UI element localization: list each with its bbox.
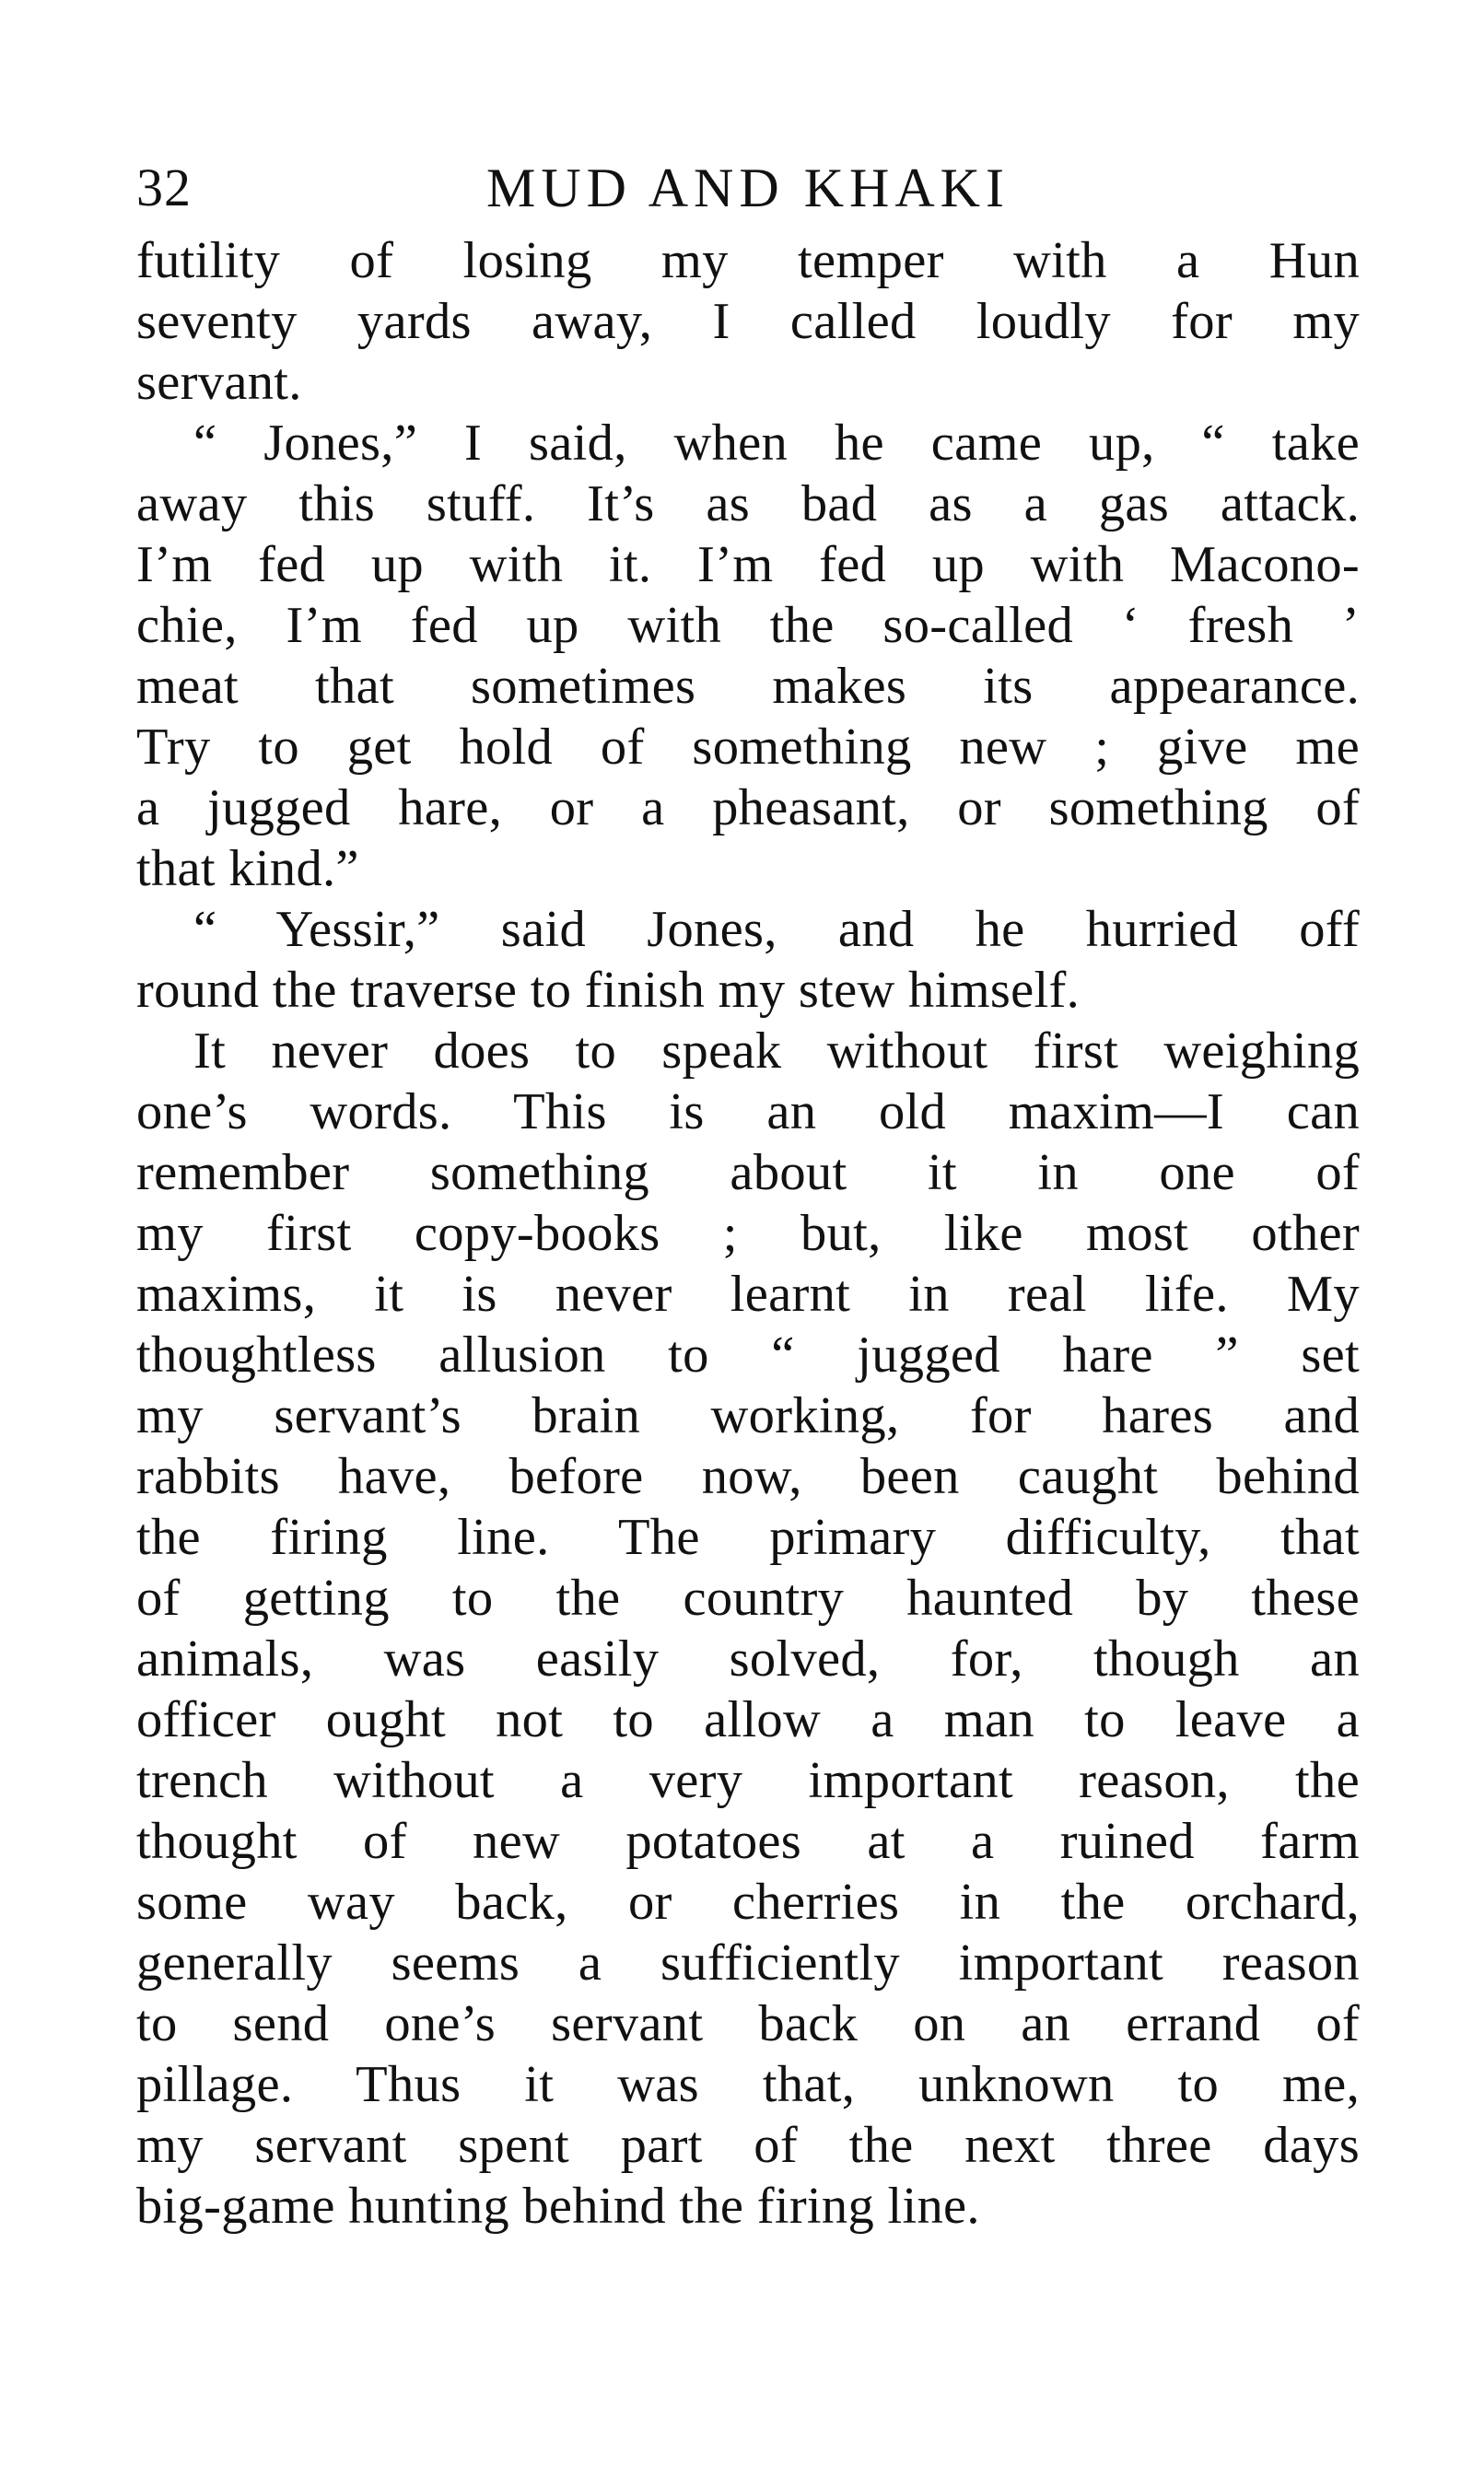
text-line: futility of losing my temper with a Hun (136, 232, 1360, 289)
text-line: some way back, or cherries in the orchard, (136, 1874, 1360, 1931)
text-line: rabbits have, before now, been caught behind (136, 1448, 1360, 1505)
text-line: round the traverse to finish my stew himself. (136, 962, 1081, 1019)
body-text (136, 230, 1360, 2237)
text-line: thought of new potatoes at a ruined farm (136, 1813, 1360, 1870)
text-line: trench without a very important reason, the (136, 1752, 1360, 1809)
text-line: that kind.” (136, 840, 359, 897)
text-line: to send one’s servant back on an errand of (136, 1995, 1360, 2052)
text-line: thoughtless allusion to “ jugged hare ” set (136, 1326, 1360, 1384)
text-line: a jugged hare, or a pheasant, or something of (136, 779, 1360, 836)
text-line: remember something about it in one of (136, 1144, 1360, 1201)
running-head (136, 147, 1360, 230)
text-line: animals, was easily solved, for, though an (136, 1630, 1360, 1688)
text-line: pillage. Thus it was that, unknown to me, (136, 2056, 1360, 2113)
text-line: officer ought not to allow a man to leave a (136, 1691, 1360, 1748)
text-line: servant. (136, 354, 302, 411)
text-line: big-game hunting behind the firing line. (136, 2178, 980, 2235)
text-line: “ Jones,” I said, when he came up, “ take (193, 415, 1360, 472)
page-number: 32 (136, 158, 192, 217)
text-line: maxims, it is never learnt in real life. My (136, 1266, 1360, 1323)
text-line: “ Yessir,” said Jones, and he hurried off (193, 901, 1360, 958)
text-line: I’m fed up with it. I’m fed up with Macono- (136, 536, 1360, 593)
paragraph (136, 899, 1360, 1021)
text-line: of getting to the country haunted by these (136, 1570, 1360, 1627)
text-line: away this stuff. It’s as bad as a gas attack. (136, 475, 1360, 532)
text-line: my servant spent part of the next three days (136, 2117, 1360, 2174)
text-line: my first copy-books ; but, like most other (136, 1205, 1360, 1262)
paragraph (136, 230, 1360, 413)
text-line: seventy yards away, I called loudly for my (136, 293, 1360, 350)
paragraph (136, 413, 1360, 899)
text-line: chie, I’m fed up with the so-called ‘ fresh ’ (136, 597, 1360, 654)
text-line: meat that sometimes makes its appearance. (136, 658, 1360, 715)
text-line: one’s words. This is an old maxim—I can (136, 1083, 1360, 1140)
paragraph (136, 1021, 1360, 2237)
book-page (136, 147, 1360, 2237)
running-title: MUD AND KHAKI (486, 158, 1010, 218)
text-line: Try to get hold of something new ; give me (136, 719, 1360, 776)
text-line: generally seems a sufficiently important reason (136, 1934, 1360, 1992)
text-line: the firing line. The primary difficulty, that (136, 1509, 1360, 1566)
text-line: my servant’s brain working, for hares and (136, 1387, 1360, 1444)
text-line: It never does to speak without first weighing (193, 1022, 1360, 1080)
